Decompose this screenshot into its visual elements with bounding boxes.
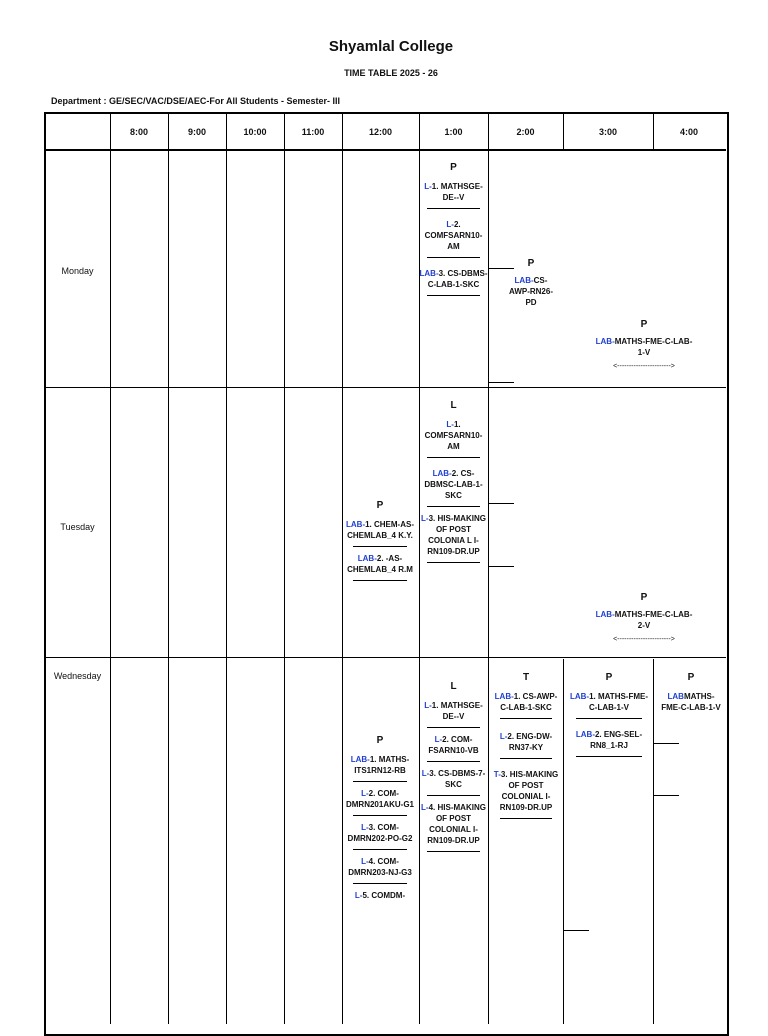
class-code: 1. MATHSGE-DE--V — [431, 701, 483, 721]
column-header-3: 3:00 — [598, 127, 617, 137]
class-code-prefix: LAB- — [595, 610, 615, 619]
column-divider — [488, 113, 489, 1024]
class-code-prefix: L- — [424, 701, 432, 710]
class-code: 1. MATHS-ITS1RN12-RB — [354, 755, 410, 775]
session-type: L — [450, 681, 457, 692]
class-code-prefix: L- — [361, 857, 369, 866]
session-type: P — [450, 162, 457, 173]
class-entry — [419, 181, 488, 209]
span-arrow: <-----------------------> — [613, 636, 675, 643]
class-entry — [345, 788, 415, 816]
connector-line — [563, 930, 589, 931]
session-type: T — [522, 672, 530, 683]
connector-line — [488, 382, 514, 383]
class-code-prefix: L- — [446, 420, 454, 429]
class-code-prefix: L- — [421, 803, 429, 812]
wednesday-1pm-cell — [419, 681, 488, 858]
monday-3pm-4pm-cell — [594, 319, 694, 372]
class-code: MATHS-FME-C-LAB-1-V — [614, 337, 693, 357]
class-entry — [419, 802, 488, 852]
column-divider — [284, 113, 285, 1024]
class-entry — [345, 553, 415, 581]
column-header-11: 11:00 — [301, 127, 325, 137]
column-header-4: 4:00 — [679, 127, 698, 137]
class-code-prefix: LAB — [667, 692, 684, 701]
monday-1pm-cell — [419, 162, 488, 302]
class-code-prefix: LAB- — [432, 469, 452, 478]
wednesday-2pm-cell — [492, 672, 560, 825]
tuesday-3pm-4pm-cell — [594, 592, 694, 645]
class-code: 1. MATHS-FME-C-LAB-1-V — [589, 692, 649, 712]
timetable-title: TIME TABLE 2025 - 26 — [344, 68, 438, 78]
class-code: 2. COM-DMRN201AKU-G1 — [345, 789, 414, 809]
class-entry — [419, 700, 488, 728]
class-entry — [345, 856, 415, 884]
class-code-prefix: LAB- — [346, 520, 366, 529]
tuesday-12pm-cell — [345, 500, 415, 587]
class-code: 1. COMFSARN10-AM — [424, 420, 483, 451]
class-code: 2. ENG-DW-RN37-KY — [507, 732, 553, 752]
class-code-prefix: L- — [424, 182, 432, 191]
class-code-prefix: L- — [421, 514, 429, 523]
day-label-monday: Monday — [61, 266, 94, 276]
class-entry — [345, 754, 415, 782]
class-entry — [568, 729, 650, 757]
class-entry — [594, 336, 694, 358]
class-code-prefix: LAB- — [569, 692, 590, 701]
class-code-prefix: L- — [361, 789, 369, 798]
class-entry — [419, 219, 488, 258]
class-code: 2. ENG-SEL-RN8_1-RJ — [590, 730, 643, 750]
class-code: 3. COM-DMRN202-PO-G2 — [347, 823, 413, 843]
class-entry — [419, 513, 488, 563]
class-code: 2. COM-FSARN10-VB — [428, 735, 479, 755]
class-code-prefix: L- — [421, 769, 430, 778]
class-entry — [594, 609, 694, 631]
connector-line — [488, 566, 514, 567]
monday-2pm-cell — [505, 258, 557, 308]
column-divider — [168, 113, 169, 1024]
session-type: P — [376, 735, 384, 746]
column-header-8: 8:00 — [129, 127, 148, 137]
column-header-1: 1:00 — [444, 127, 463, 137]
class-code: 2. -AS-CHEMLAB_4 R.M — [347, 554, 413, 574]
class-entry — [568, 691, 650, 719]
connector-line — [488, 268, 514, 269]
class-code: 3. CS-DBMS-C-LAB-1-SKC — [427, 269, 488, 289]
class-entry — [492, 769, 560, 819]
row-divider — [45, 657, 726, 658]
column-header-10: 10:00 — [243, 127, 267, 137]
column-divider — [563, 659, 564, 1024]
college-name: Shyamlal College — [328, 38, 454, 55]
class-entry — [345, 890, 415, 907]
column-divider — [342, 113, 343, 1024]
class-code-prefix: L- — [434, 735, 443, 744]
class-entry — [492, 731, 560, 759]
row-divider — [45, 387, 726, 388]
class-code-prefix: LAB- — [357, 554, 377, 563]
class-code: MATHS-FME-C-LAB-1-V — [661, 692, 721, 712]
class-code: 1. MATHSGE-DE--V — [431, 182, 483, 202]
tuesday-1pm-cell — [419, 400, 488, 569]
class-code-prefix: L- — [354, 891, 363, 900]
session-type: P — [376, 500, 384, 511]
wednesday-3pm-cell — [568, 672, 650, 763]
class-code: 5. COMDM- — [362, 891, 406, 900]
class-code-prefix: L- — [499, 732, 508, 741]
class-code-prefix: L- — [446, 220, 454, 229]
class-entry — [419, 768, 488, 796]
class-entry — [492, 691, 560, 719]
class-code: MATHS-FME-C-LAB-2-V — [614, 610, 693, 630]
class-entry — [345, 519, 415, 547]
class-code: 1. CHEM-AS-CHEMLAB_4 K.Y. — [347, 520, 414, 540]
span-arrow: <-----------------------> — [613, 363, 675, 370]
class-code: 2. CS-DBMSC-LAB-1-SKC — [424, 469, 483, 500]
wednesday-4pm-cell — [660, 672, 722, 713]
class-entry — [419, 268, 488, 296]
connector-line — [653, 795, 679, 796]
class-code: 3. CS-DBMS-7-SKC — [429, 769, 486, 789]
wednesday-12pm-cell — [345, 735, 415, 913]
class-entry — [660, 691, 722, 713]
column-header-2: 2:00 — [516, 127, 535, 137]
column-header-9: 9:00 — [187, 127, 206, 137]
class-code-prefix: LAB- — [514, 276, 534, 285]
department-line: Department : GE/SEC/VAC/DSE/AEC-For All Students - Semester- III — [51, 96, 341, 106]
session-type: L — [450, 400, 457, 411]
class-code: 3. HIS-MAKING OF POST COLONIAL I-RN109-DR.UP — [499, 770, 559, 812]
class-entry — [419, 419, 488, 458]
class-entry — [505, 275, 557, 308]
day-label-tuesday: Tuesday — [60, 522, 95, 532]
class-entry — [345, 822, 415, 850]
class-code-prefix: LAB- — [575, 730, 595, 739]
session-type: P — [640, 319, 648, 330]
class-code: CS-AWP-RN26-PD — [508, 276, 553, 307]
day-label-wednesday: Wednesday — [53, 671, 102, 681]
column-header-12: 12:00 — [368, 127, 393, 137]
class-code: 2. COMFSARN10-AM — [424, 220, 483, 251]
connector-line — [653, 743, 679, 744]
class-code: 1. CS-AWP-C-LAB-1-SKC — [500, 692, 558, 712]
column-divider — [653, 659, 654, 1024]
session-type: P — [605, 672, 613, 683]
class-code-prefix: L- — [361, 823, 369, 832]
session-type: P — [687, 672, 695, 683]
session-type: P — [640, 592, 648, 603]
column-divider — [110, 113, 111, 1024]
class-code-prefix: T- — [493, 770, 501, 779]
class-entry — [419, 734, 488, 762]
class-code-prefix: LAB- — [595, 337, 615, 346]
column-divider — [226, 113, 227, 1024]
class-code-prefix: LAB- — [494, 692, 514, 701]
class-code: 4. COM-DMRN203-NJ-G3 — [348, 857, 412, 877]
connector-line — [488, 503, 514, 504]
class-code-prefix: LAB- — [419, 269, 439, 278]
class-code-prefix: LAB- — [350, 755, 370, 764]
session-type: P — [527, 258, 535, 269]
class-code: 4. HIS-MAKING OF POST COLONIAL I-RN109-DR.UP — [427, 803, 486, 845]
class-code: 3. HIS-MAKING OF POST COLONIA L I-RN109-DR.UP — [427, 514, 486, 556]
class-entry — [419, 468, 488, 507]
